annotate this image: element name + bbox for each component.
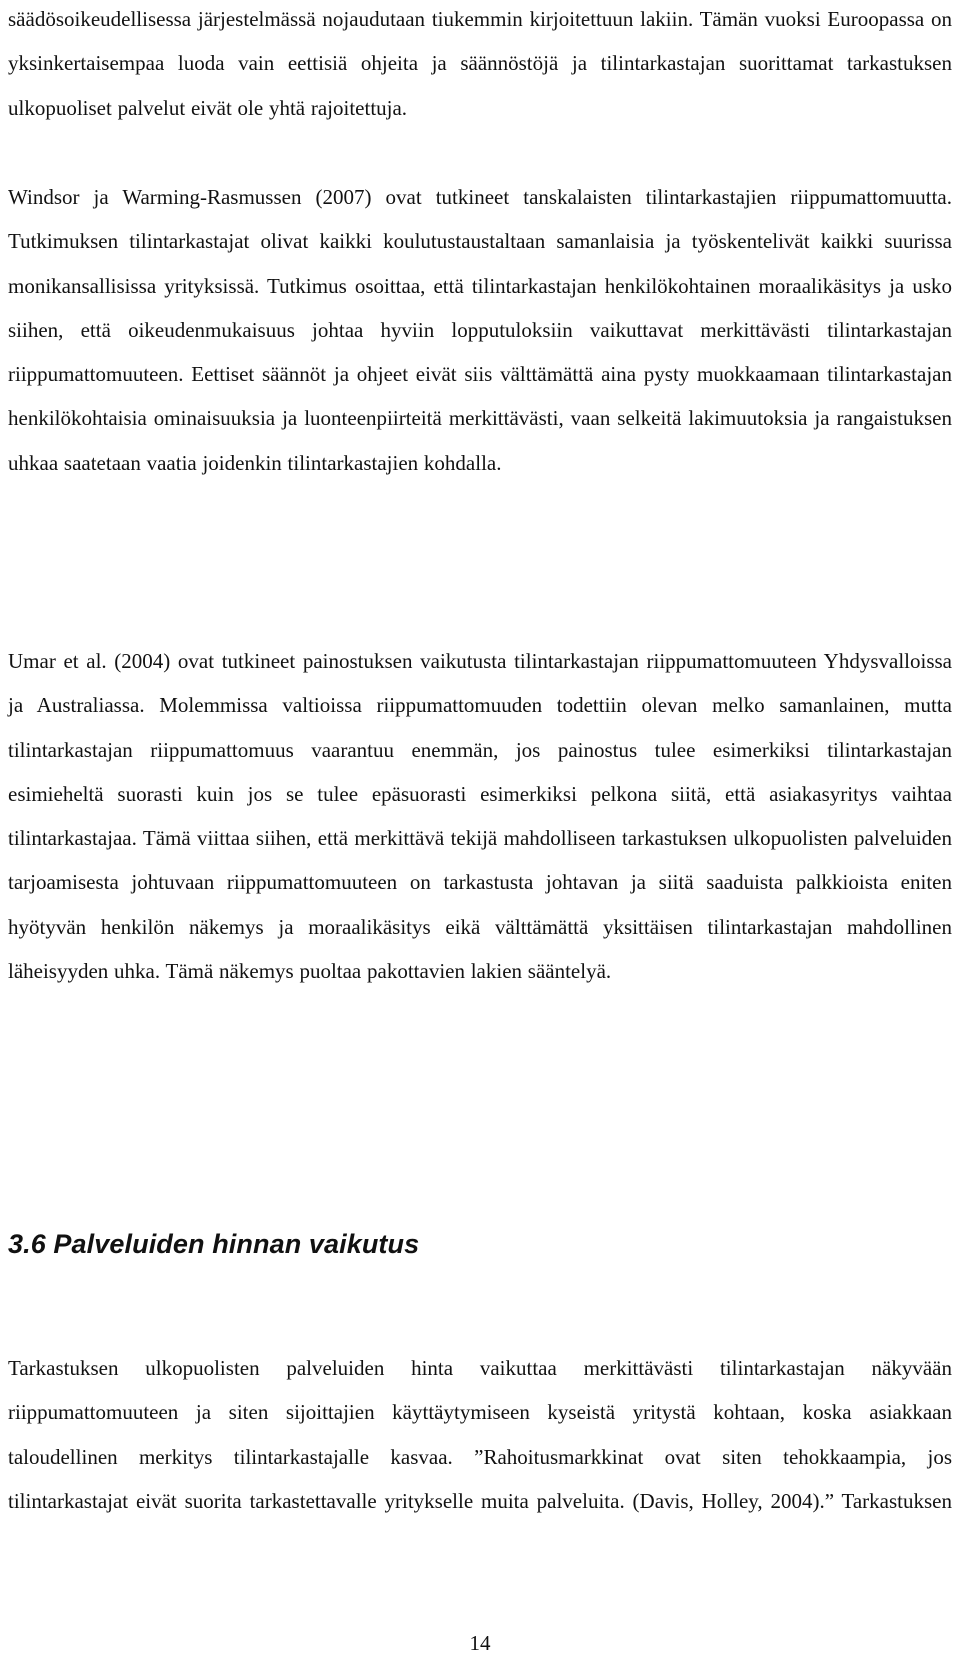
paragraph-windsor-study: Windsor ja Warming-Rasmussen (2007) ovat tutkineet tanskalaisten tilintarkastajien riippumattomuutta. Tutkimuksen tilintarkastajat olivat kaikki koulutustaustaltaan samanlaisia ja työskentelivät kaikki suurissa monikansallisissa yrityksissä. Tutkimus osoittaa, että tilintarkastajan henkilökohtainen moraalikäsitys ja usko siihen, että oikeudenmukaisuus johtaa hyviin lopputuloksiin vaikuttavat merkittävästi tilintarkastajan riippumattomuuteen. Eettiset säännöt ja ohjeet eivät siis välttämättä aina pysty muokkaamaan tilintarkastajan henkilökohtaisia ominaisuuksia ja luonteenpiirteitä merkittävästi, vaan selkeitä lakimuutoksia ja rangaistuksen uhkaa saatetaan vaatia joidenkin tilintarkastajien kohdalla.: [8, 185, 952, 475]
paragraph-legal-system: säädösoikeudellisessa järjestelmässä nojaudutaan tiukemmin kirjoitettuun lakiin. Tämän vuoksi Euroopassa on yksinkertaisempaa luoda vain eettisiä ohjeita ja säännöstöjä ja tilintarkastajan suorittamat tarkastuksen ulkopuoliset palvelut eivät ole yhtä rajoitettuja.: [8, 7, 952, 120]
paragraph-umar-study: Umar et al. (2004) ovat tutkineet painostuksen vaikutusta tilintarkastajan riippumattomuuteen Yhdysvalloissa ja Australiassa. Molemmissa valtioissa riippumattomuuden todettiin olevan melko samanlainen, mutta tilintarkastajan riippumattomuus vaarantuu enemmän, jos painostus tulee esimerkiksi tilintarkastajan esimieheltä suorasti kuin jos se tulee epäsuorasti esimerkiksi pelkona siitä, että asiakasyritys vaihtaa tilintarkastajaa. Tämä viittaa siihen, että merkittävä tekijä mahdolliseen tarkastuksen ulkopuolisten palveluiden tarjoamisesta johtuvaan riippumattomuuteen on tarkastusta johtavan ja siitä saaduista palkkioista eniten hyötyvän henkilön näkemys ja moraalikäsitys eikä välttämättä yksittäisen tilintarkastajan mahdollinen läheisyyden uhka. Tämä näkemys puoltaa pakottavien lakien sääntelyä.: [8, 649, 952, 984]
paragraph-service-price: Tarkastuksen ulkopuolisten palveluiden hinta vaikuttaa merkittävästi tilintarkastajan näkyvään riippumattomuuteen ja siten sijoittajien käyttäytymiseen kyseistä yritystä kohtaan, koska asiakkaan taloudellinen merkitys tilintarkastajalle kasvaa. ”Rahoitusmarkkinat ovat siten tehokkaampia, jos tilintarkastajat eivät suorita tarkastettavalle yritykselle muita palveluita. (Davis, Holley, 2004).” Tarkastuksen: [8, 1356, 952, 1513]
page-number: 14: [469, 1631, 491, 1655]
section-heading: 3.6 Palveluiden hinnan vaikutus: [8, 1229, 420, 1259]
